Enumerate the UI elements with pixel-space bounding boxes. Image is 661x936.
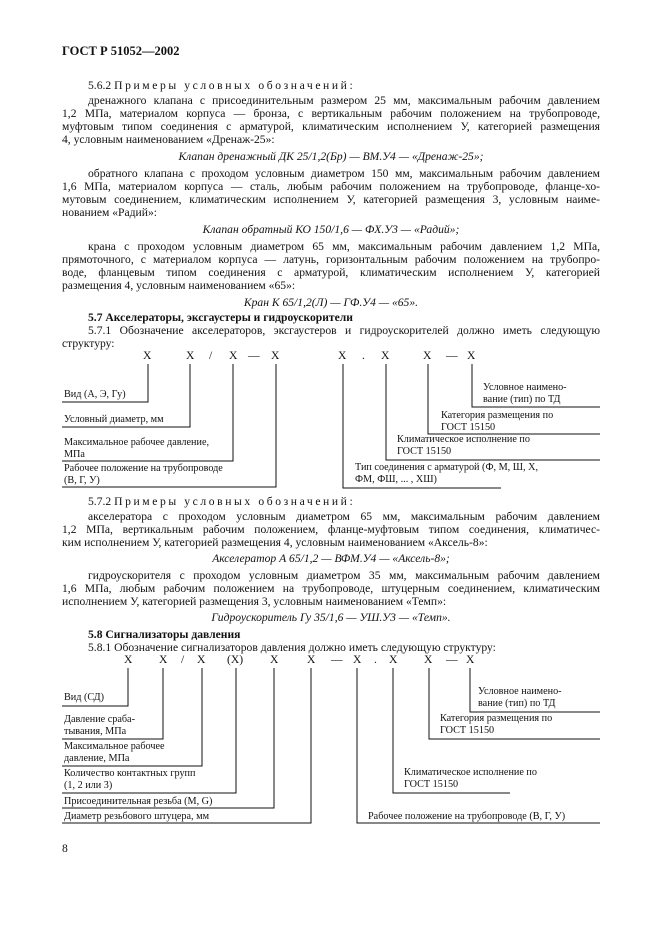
- structure-symbol: Х: [389, 653, 398, 666]
- paragraph-line: нованием «Радий»:: [62, 206, 157, 219]
- diagram-label: ГОСТ 15150: [441, 422, 496, 433]
- document-header: ГОСТ Р 51052—2002: [62, 44, 180, 58]
- paragraph-line: прямоточного, с материалом корпуса — латунь, горизонтальным рабочим положением на трубопро-: [62, 253, 600, 266]
- section-5-6-2-title: 5.6.2 Примеры условных обозначений:: [88, 79, 356, 92]
- structure-symbol: .: [362, 349, 365, 362]
- diagram-label: Присоединительная резьба (М, G): [64, 796, 213, 807]
- diagram-label: Условный диаметр, мм: [64, 414, 164, 425]
- paragraph-line: 1,2 МПа, материалом корпуса — бронза, с вертикальным рабочим положением на трубопроводе,: [62, 107, 600, 120]
- diagram-label: тывания, МПа: [64, 726, 127, 737]
- paragraph-line: крана с проходом условным диаметром 65 мм, максимальным рабочим давлением 1,2 МПа,: [88, 240, 600, 253]
- diagram-label: ГОСТ 15150: [397, 446, 452, 457]
- structure-symbol: (Х): [227, 653, 244, 666]
- diagram-label: Вид (А, Э, Гу): [64, 389, 126, 400]
- diagram-label: Диаметр резьбового штуцера, мм: [64, 811, 210, 822]
- structure-symbol: —: [446, 653, 458, 666]
- section-5-7-heading: 5.7 Акселераторы, эксгаустеры и гидроускорители: [88, 311, 353, 324]
- structure-symbol: —: [446, 349, 458, 362]
- paragraph-line: 1,2 МПа, вертикальным рабочим положением, фланце-муфтовым типом соединения, климатичес-: [62, 523, 600, 536]
- structure-symbol: Х: [186, 349, 195, 362]
- paragraph-line: 5.7.1 Обозначение акселераторов, эксгаустеров и гидроускорителей должно иметь следующую: [88, 324, 600, 337]
- paragraph-line: 1,6 МПа, любым рабочим положением на трубопроводе, штуцерным соединением, климатическим: [62, 582, 600, 595]
- structure-symbol: —: [248, 349, 260, 362]
- example-designation: Кран К 65/1,2(Л) — ГФ.У4 — «65».: [243, 296, 419, 309]
- diagram-label: ФМ, ФШ, ... , ХШ): [355, 474, 437, 485]
- diagram-label: вание (тип) по ТД: [478, 698, 556, 709]
- structure-symbol: Х: [124, 653, 133, 666]
- diagram-label: Количество контактных групп: [64, 768, 196, 779]
- diagram-label: (1, 2 или 3): [64, 780, 113, 791]
- structure-symbol: Х: [424, 653, 433, 666]
- diagram-label: Рабочее положение на трубопроводе (В, Г, У): [368, 811, 566, 822]
- diagram-label: ГОСТ 15150: [404, 779, 459, 790]
- structure-symbol: —: [331, 653, 343, 666]
- diagram-label: Максимальное рабочее: [64, 741, 165, 752]
- structure-symbol: Х: [271, 349, 280, 362]
- paragraph-line: исполнением У, категорией размещения 3, условным наименованием «Темп»:: [62, 595, 447, 608]
- diagram-label: ГОСТ 15150: [440, 725, 495, 736]
- diagram-label: вание (тип) по ТД: [483, 394, 561, 405]
- diagram-label: Тип соединения с арматурой (Ф, М, Ш, Х,: [355, 462, 539, 473]
- structure-symbol: Х: [466, 653, 475, 666]
- paragraph-line: гидроускорителя с проходом условным диаметром 35 мм, максимальным рабочим давлением: [88, 569, 600, 582]
- structure-symbol: Х: [381, 349, 390, 362]
- diagram-label: Климатическое исполнение по: [397, 434, 530, 445]
- structure-symbol: Х: [159, 653, 168, 666]
- paragraph-line: воде, фланцевым типом соединения с арматурой, климатическим исполнением У, категорией: [62, 266, 600, 279]
- section-5-8-heading: 5.8 Сигнализаторы давления: [88, 628, 241, 641]
- diagram-label: (В, Г, У): [64, 475, 100, 486]
- diagram-label: Максимальное рабочее давление,: [64, 437, 210, 448]
- example-designation: Акселератор А 65/1,2 — ВФМ.У4 — «Аксель-8»;: [212, 552, 450, 565]
- paragraph-line: 1,6 МПа, материалом корпуса — сталь, любым рабочим положением на трубопроводе, фланце-хо-: [62, 180, 600, 193]
- structure-symbol: Х: [197, 653, 206, 666]
- paragraph-line: мутовым соединением, климатическим исполнением У, категорией размещения 3, условным наиме-: [62, 193, 600, 206]
- example-designation: Клапан дренажный ДК 25/1,2(Бр) — ВМ.У4 — «Дренаж-25»;: [178, 150, 484, 163]
- structure-symbol: Х: [229, 349, 238, 362]
- diagram-label: Условное наимено-: [478, 686, 562, 697]
- diagram-label: Категория размещения по: [440, 713, 553, 724]
- paragraph-line: размещения 4, условным наименованием «65»:: [62, 279, 296, 292]
- diagram-label: Климатическое исполнение по: [404, 767, 537, 778]
- structure-symbol: Х: [423, 349, 432, 362]
- structure-symbol: Х: [467, 349, 476, 362]
- structure-symbol: /: [181, 653, 185, 666]
- structure-symbol: .: [374, 653, 377, 666]
- diagram-label: МПа: [64, 449, 85, 460]
- paragraph-line: дренажного клапана с присоединительным размером 25 мм, максимальным рабочим давлением: [88, 94, 600, 107]
- structure-symbol: Х: [143, 349, 152, 362]
- paragraph-line: структуру:: [62, 337, 115, 350]
- page-number: 8: [62, 842, 68, 855]
- diagram-label: Давление сраба-: [64, 714, 135, 725]
- diagram-label: Вид (СД): [64, 692, 104, 703]
- example-designation: Гидроускоритель Гу 35/1,6 — УШ.У3 — «Темп».: [211, 611, 451, 624]
- structure-symbol: Х: [353, 653, 362, 666]
- paragraph-line: ким исполнением У, категорией размещения 4, условным наименованием «Аксель-8»:: [62, 536, 488, 549]
- example-designation: Клапан обратный КО 150/1,6 — ФХ.У3 — «Радий»;: [202, 223, 460, 236]
- structure-symbol: Х: [307, 653, 316, 666]
- paragraph-line: 5.8.1 Обозначение сигнализаторов давления должно иметь следующую структуру:: [88, 641, 496, 654]
- diagram-label: Рабочее положение на трубопроводе: [64, 463, 223, 474]
- diagram-label: Условное наимено-: [483, 382, 567, 393]
- paragraph-line: 4, условным наименованием «Дренаж-25»:: [62, 133, 275, 146]
- paragraph-line: обратного клапана с проходом условным диаметром 150 мм, максимальным рабочим давлением: [88, 167, 600, 180]
- structure-symbol: Х: [270, 653, 279, 666]
- structure-symbol: /: [209, 349, 213, 362]
- diagram-label: давление, МПа: [64, 753, 130, 764]
- diagram-label: Категория размещения по: [441, 410, 554, 421]
- structure-symbol: Х: [338, 349, 347, 362]
- paragraph-line: акселератора с проходом условным диаметром 65 мм, максимальным рабочим давлением: [88, 510, 600, 523]
- paragraph-line: муфтовым типом соединения с арматурой, климатическим исполнением У, категорией размещения: [62, 120, 600, 133]
- section-5-7-2-title: 5.7.2 Примеры условных обозначений:: [88, 495, 356, 508]
